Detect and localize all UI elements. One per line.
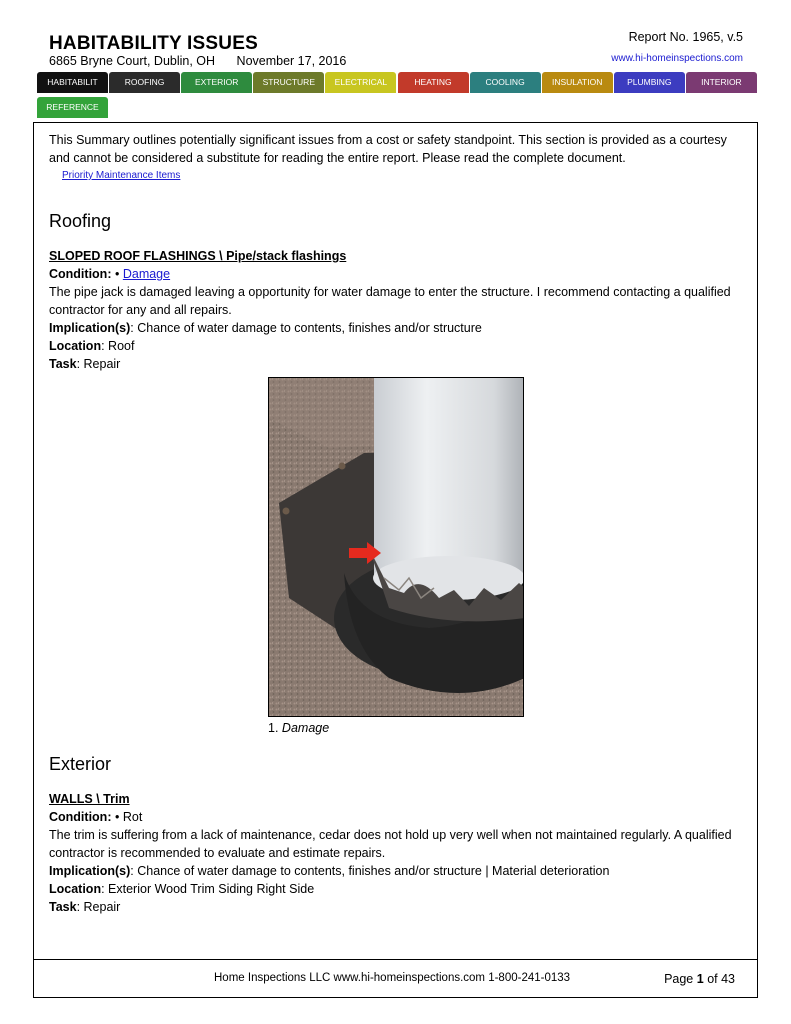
tab-interior[interactable]: INTERIOR bbox=[686, 72, 757, 93]
pipe-flashing-image bbox=[269, 378, 524, 717]
footer-divider bbox=[34, 959, 757, 960]
tab-insulation[interactable]: INSULATION bbox=[542, 72, 613, 93]
intro-text: This Summary outlines potentially significant issues from a cost or safety standpoint. This section is provided as a courtesy and cannot be considered a substitute for reading the entire report. Please read the complete document. bbox=[49, 133, 727, 165]
page-prefix: Page bbox=[664, 972, 694, 986]
task-label: Task bbox=[49, 357, 77, 371]
roofing-heading: Roofing bbox=[49, 211, 112, 231]
tab-roofing[interactable]: ROOFING bbox=[109, 72, 180, 93]
bullet: • bbox=[114, 810, 120, 824]
location-value: : Exterior Wood Trim Siding Right Side bbox=[101, 882, 315, 896]
photo-caption-text: Damage bbox=[281, 721, 330, 735]
exterior-implication bbox=[49, 864, 609, 878]
priority-maintenance-link[interactable]: Priority Maintenance Items bbox=[62, 170, 181, 181]
page-current: 1 bbox=[696, 972, 704, 986]
footer-company: Home Inspections LLC www.hi-homeinspections.com 1-800-241-0133 bbox=[214, 972, 571, 984]
exterior-location bbox=[49, 882, 314, 896]
roofing-description: The pipe jack is damaged leaving a opportunity for water damage to enter the structure. I recommend contacting a qualified contractor for any and all repairs. bbox=[49, 285, 731, 317]
tab-exterior[interactable]: EXTERIOR bbox=[181, 72, 252, 93]
content-box bbox=[33, 122, 758, 998]
website-link[interactable]: www.hi-homeinspections.com bbox=[611, 53, 743, 64]
property-address: 6865 Bryne Court, Dublin, OH bbox=[49, 54, 216, 68]
report-number: Report No. 1965, v.5 bbox=[628, 30, 743, 44]
implication-value: : Chance of water damage to contents, finishes and/or structure | Material deterioration bbox=[130, 864, 610, 878]
exterior-task bbox=[49, 900, 120, 914]
roofing-task bbox=[49, 357, 120, 371]
property-address-line bbox=[49, 54, 346, 68]
tab-reference[interactable]: REFERENCE bbox=[37, 97, 108, 118]
condition-label: Condition: bbox=[49, 810, 112, 824]
roof-pipe-photo[interactable] bbox=[268, 377, 524, 717]
task-value: : Repair bbox=[76, 357, 121, 371]
bullet: • bbox=[114, 267, 120, 281]
roofing-location bbox=[49, 339, 134, 353]
photo-number: 1. bbox=[268, 721, 279, 735]
tab-electrical[interactable]: ELECTRICAL bbox=[325, 72, 396, 93]
report-date: November 17, 2016 bbox=[236, 54, 347, 68]
exterior-condition bbox=[49, 810, 142, 824]
tab-habitabilit[interactable]: HABITABILIT bbox=[37, 72, 108, 93]
location-value: : Roof bbox=[101, 339, 135, 353]
page-of: of 43 bbox=[707, 972, 735, 986]
location-label: Location bbox=[49, 339, 102, 353]
photo-caption bbox=[268, 721, 329, 735]
implication-label: Implication(s) bbox=[49, 321, 131, 335]
tab-plumbing[interactable]: PLUMBING bbox=[614, 72, 685, 93]
exterior-subheading: WALLS \ Trim bbox=[49, 792, 130, 806]
implication-value: : Chance of water damage to contents, finishes and/or structure bbox=[130, 321, 482, 335]
tab-structure[interactable]: STRUCTURE bbox=[253, 72, 324, 93]
task-value: : Repair bbox=[76, 900, 121, 914]
roofing-subheading: SLOPED ROOF FLASHINGS \ Pipe/stack flashings bbox=[49, 249, 347, 263]
implication-label: Implication(s) bbox=[49, 864, 131, 878]
exterior-heading: Exterior bbox=[49, 754, 112, 774]
roofing-condition bbox=[49, 267, 170, 281]
location-label: Location bbox=[49, 882, 102, 896]
tab-cooling[interactable]: COOLING bbox=[470, 72, 541, 93]
condition-value: Rot bbox=[122, 810, 143, 824]
condition-damage-link[interactable]: Damage bbox=[122, 267, 171, 281]
tab-heating[interactable]: HEATING bbox=[398, 72, 469, 93]
roofing-implication bbox=[49, 321, 482, 335]
condition-label: Condition: bbox=[49, 267, 112, 281]
task-label: Task bbox=[49, 900, 77, 914]
page-title: HABITABILITY ISSUES bbox=[49, 33, 258, 54]
exterior-description: The trim is suffering from a lack of maintenance, cedar does not hold up very well when not maintained regularly. A qualified contractor is recommended to evaluate and estimate repairs. bbox=[49, 828, 732, 860]
page-number bbox=[664, 972, 735, 986]
